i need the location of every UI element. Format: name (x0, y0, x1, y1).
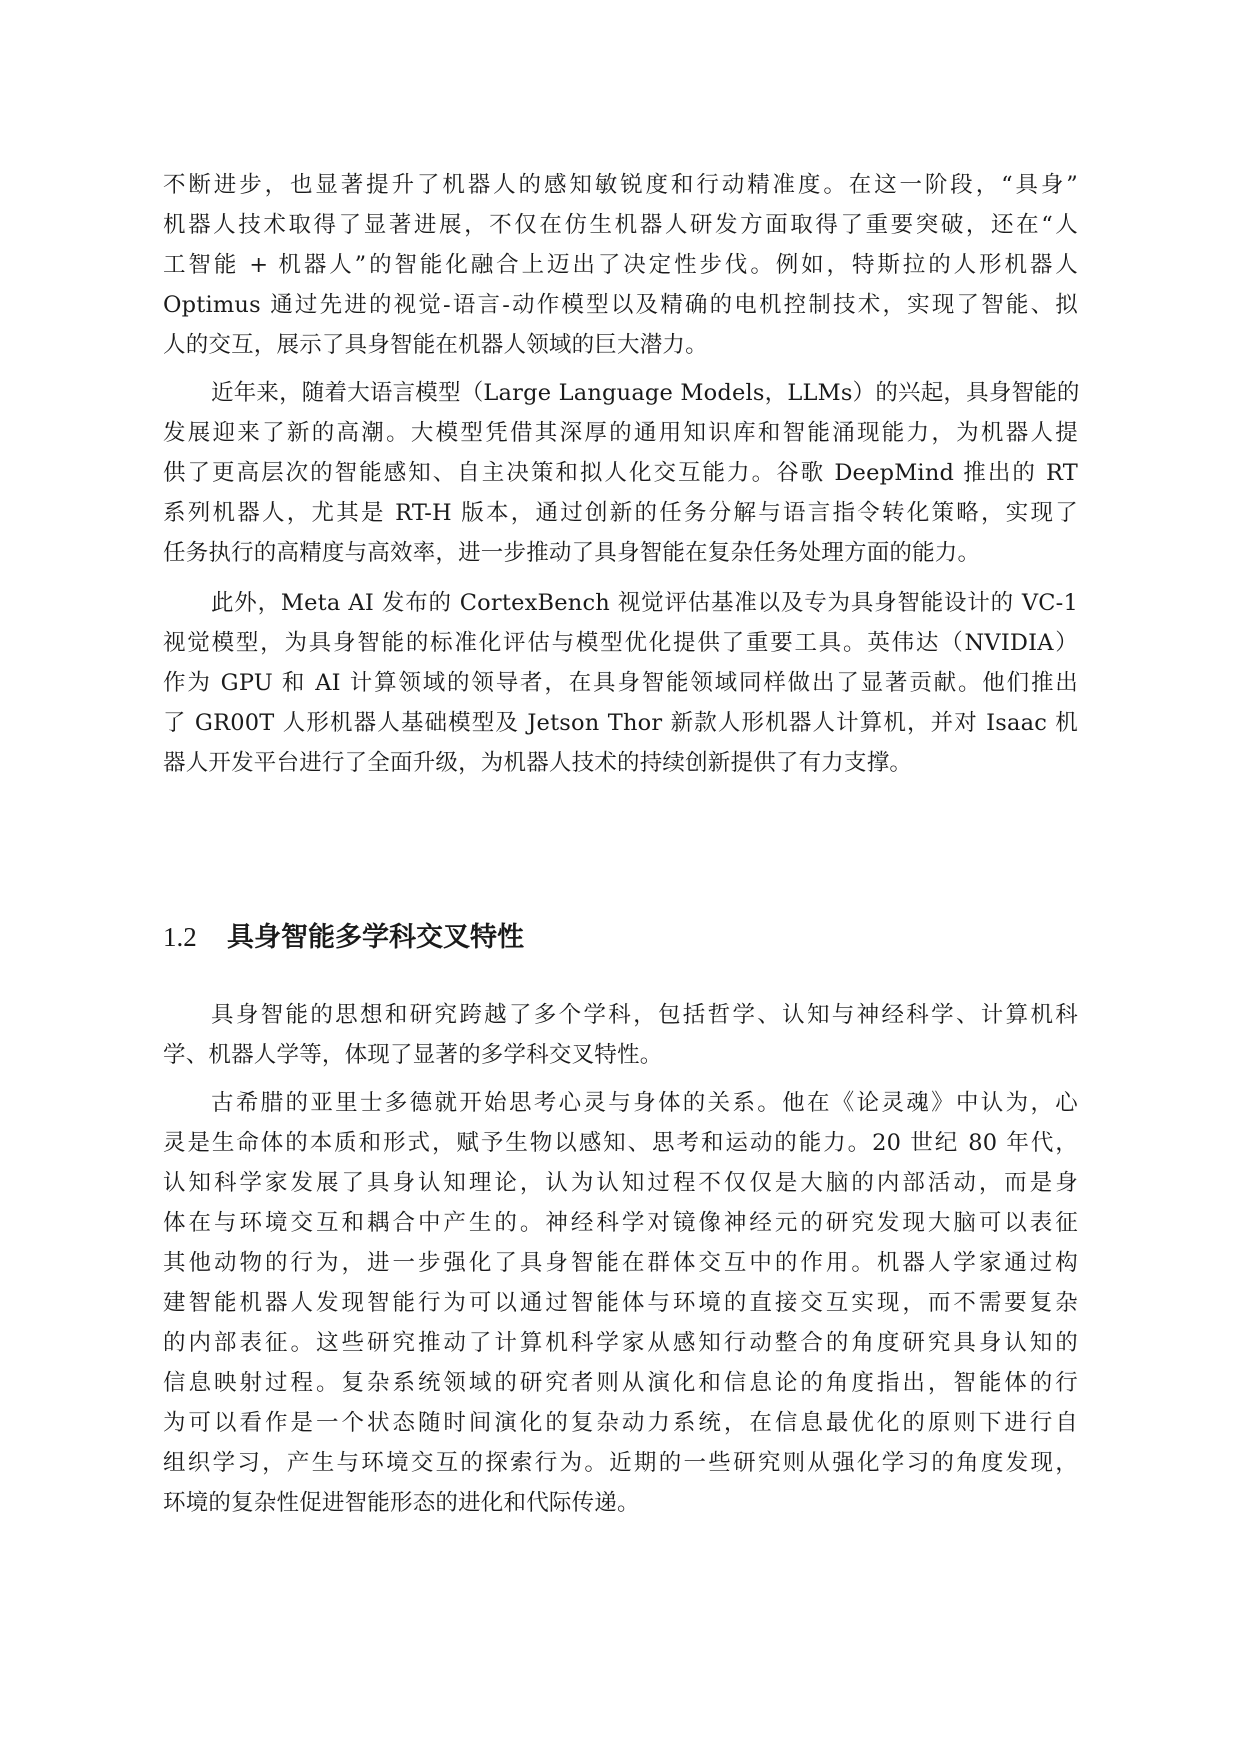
section-heading (163, 915, 524, 959)
text-line: 器人开发平台进行了全面升级，为机器人技术的持续创新提供了有力支撑。 (163, 750, 913, 776)
text-line: 任务执行的高精度与高效率，进一步推动了具身智能在复杂任务处理方面的能力。 (163, 540, 981, 566)
text-line: 信息映射过程。复杂系统领域的研究者则从演化和信息论的角度指出，智能体的行 (163, 1370, 1078, 1396)
text-line: 的内部表征。这些研究推动了计算机科学家从感知行动整合的角度研究具身认知的 (163, 1330, 1078, 1356)
text-line: 视觉模型，为具身智能的标准化评估与模型优化提供了重要工具。英伟达（NVIDIA） (163, 630, 1078, 656)
text-line: 灵是生命体的本质和形式，赋予生物以感知、思考和运动的能力。20 世纪 80 年代， (163, 1130, 1078, 1156)
text-line: 工智能 + 机器人”的智能化融合上迈出了决定性步伐。例如，特斯拉的人形机器人 (163, 252, 1078, 278)
text-line: 系列机器人，尤其是 RT-H 版本，通过创新的任务分解与语言指令转化策略，实现了 (163, 500, 1078, 526)
text-line: 体在与环境交互和耦合中产生的。神经科学对镜像神经元的研究发现大脑可以表征 (163, 1210, 1078, 1236)
text-line: 其他动物的行为，进一步强化了具身智能在群体交互中的作用。机器人学家通过构 (163, 1250, 1078, 1276)
text-line: 认知科学家发展了具身认知理论，认为认知过程不仅仅是大脑的内部活动，而是身 (163, 1170, 1078, 1196)
text-line: 学、机器人学等，体现了显著的多学科交叉特性。 (163, 1042, 663, 1068)
text-line: 供了更高层次的智能感知、自主决策和拟人化交互能力。谷歌 DeepMind 推出的 RT (163, 460, 1078, 486)
text-line: 不断进步，也显著提升了机器人的感知敏锐度和行动精准度。在这一阶段，“具身” (163, 172, 1078, 198)
text-line: 人的交互，展示了具身智能在机器人领域的巨大潜力。 (163, 332, 708, 358)
section-number: 1.2 (163, 922, 197, 952)
text-line: 近年来，随着大语言模型（Large Language Models，LLMs）的兴起，具身智能的 (211, 380, 1080, 406)
text-line: Optimus 通过先进的视觉-语言-动作模型以及精确的电机控制技术，实现了智能、拟 (163, 292, 1078, 318)
text-line: 为可以看作是一个状态随时间演化的复杂动力系统，在信息最优化的原则下进行自 (163, 1410, 1078, 1436)
text-line: 此外，Meta AI 发布的 CortexBench 视觉评估基准以及专为具身智能设计的 VC-1 (211, 590, 1078, 616)
text-line: 作为 GPU 和 AI 计算领域的领导者，在具身智能领域同样做出了显著贡献。他们推出 (163, 670, 1078, 696)
text-line: 具身智能的思想和研究跨越了多个学科，包括哲学、认知与神经科学、计算机科 (211, 1002, 1078, 1028)
section-title: 具身智能多学科交叉特性 (227, 922, 524, 953)
text-line: 了 GR00T 人形机器人基础模型及 Jetson Thor 新款人形机器人计算机，并对 Isaac 机 (163, 710, 1078, 736)
text-line: 发展迎来了新的高潮。大模型凭借其深厚的通用知识库和智能涌现能力，为机器人提 (163, 420, 1078, 446)
text-line: 建智能机器人发现智能行为可以通过智能体与环境的直接交互实现，而不需要复杂 (163, 1290, 1078, 1316)
text-line: 组织学习，产生与环境交互的探索行为。近期的一些研究则从强化学习的角度发现， (163, 1450, 1078, 1476)
text-line: 机器人技术取得了显著进展，不仅在仿生机器人研发方面取得了重要突破，还在“人 (163, 212, 1078, 238)
text-line: 环境的复杂性促进智能形态的进化和代际传递。 (163, 1490, 640, 1516)
text-line: 古希腊的亚里士多德就开始思考心灵与身体的关系。他在《论灵魂》中认为，心 (211, 1090, 1078, 1116)
